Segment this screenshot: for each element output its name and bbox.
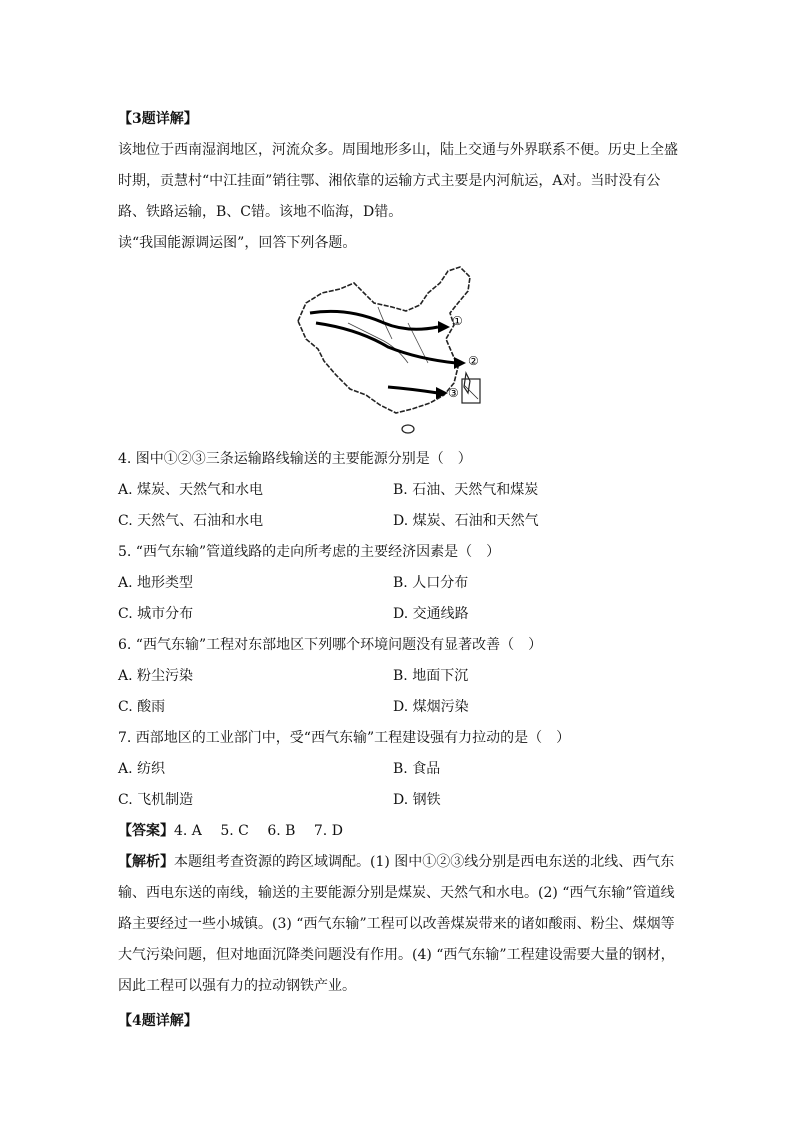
question-4 [118,444,684,537]
answer-line [118,816,684,847]
question-7-stem: 7. 西部地区的工业部门中，受“西气东输”工程建设强有力拉动的是（ ） [118,730,571,746]
hainan-island [402,425,414,433]
analysis-paragraph [118,847,684,1002]
q6-option-c: C. 酸雨 [118,699,166,715]
answer-label: 【答案】 [118,823,174,839]
q7-option-d: D. 钢铁 [393,792,441,808]
marker-2: ② [468,354,479,368]
section4-heading: 【4题详解】 [118,1013,198,1029]
question-5-stem: 5. “西气东输”管道线路的走向所考虑的主要经济因素是（ ） [118,544,501,560]
section3-heading: 【3题详解】 [118,111,198,127]
question-7 [118,723,684,816]
route-1-arrow [438,321,450,333]
energy-transport-map [288,263,488,438]
question-6 [118,630,684,723]
q4-option-a: A. 煤炭、天然气和水电 [118,482,264,498]
q7-option-c: C. 飞机制造 [118,792,194,808]
q5-option-d: D. 交通线路 [393,606,469,622]
route-3-line [388,387,438,393]
question-4-stem: 4. 图中①②③三条运输路线输送的主要能源分别是（ ） [118,451,472,467]
map-intro: 读“我国能源调运图”，回答下列各题。 [118,235,357,251]
q4-option-c: C. 天然气、石油和水电 [118,513,264,529]
answer-text: 4. A 5. C 6. B 7. D [174,823,343,839]
question-5 [118,537,684,630]
q5-option-a: A. 地形类型 [118,575,194,591]
marker-3: ③ [448,386,459,400]
document-page [118,104,684,1037]
q6-option-b: B. 地面下沉 [393,668,469,684]
analysis-text: 本题组考查资源的跨区域调配。(1) 图中①②③线分别是西电东送的北线、西气东输、西电东送的南线，输送的主要能源分别是煤炭、天然气和水电。(2) “西气东输”管道线路主要经过一些小城镇。(3) “西气东输”工程可以改善煤炭带来的诸如酸雨、粉尘、煤烟等大气污染问题，但对地面沉降类问题没有作用。(4) “西气东输”工程建设需要大量的钢材，因此工程可以强有力的拉动钢铁产业。 [118,854,675,994]
q5-option-c: C. 城市分布 [118,606,194,622]
q6-option-d: D. 煤烟污染 [393,699,469,715]
marker-1: ① [452,314,463,328]
analysis-label: 【解析】 [118,854,174,870]
q6-option-a: A. 粉尘污染 [118,668,194,684]
china-map-figure [288,263,488,438]
route-2-arrow [454,357,466,369]
q5-option-b: B. 人口分布 [393,575,469,591]
q7-option-b: B. 食品 [393,761,441,777]
q4-option-b: B. 石油、天然气和煤炭 [393,482,539,498]
route-3-arrow [436,387,448,399]
question-6-stem: 6. “西气东输”工程对东部地区下列哪个环境问题没有显著改善（ ） [118,637,543,653]
q7-option-a: A. 纺织 [118,761,166,777]
q4-option-d: D. 煤炭、石油和天然气 [393,513,539,529]
section3-body: 该地位于西南湿润地区，河流众多。周围地形多山，陆上交通与外界联系不便。历史上全盛时期，贡慧村“中江挂面”销往鄂、湘依靠的运输方式主要是内河航运，A对。当时没有公路、铁路运输，B、C错。该地不临海，D错。 [118,142,678,220]
